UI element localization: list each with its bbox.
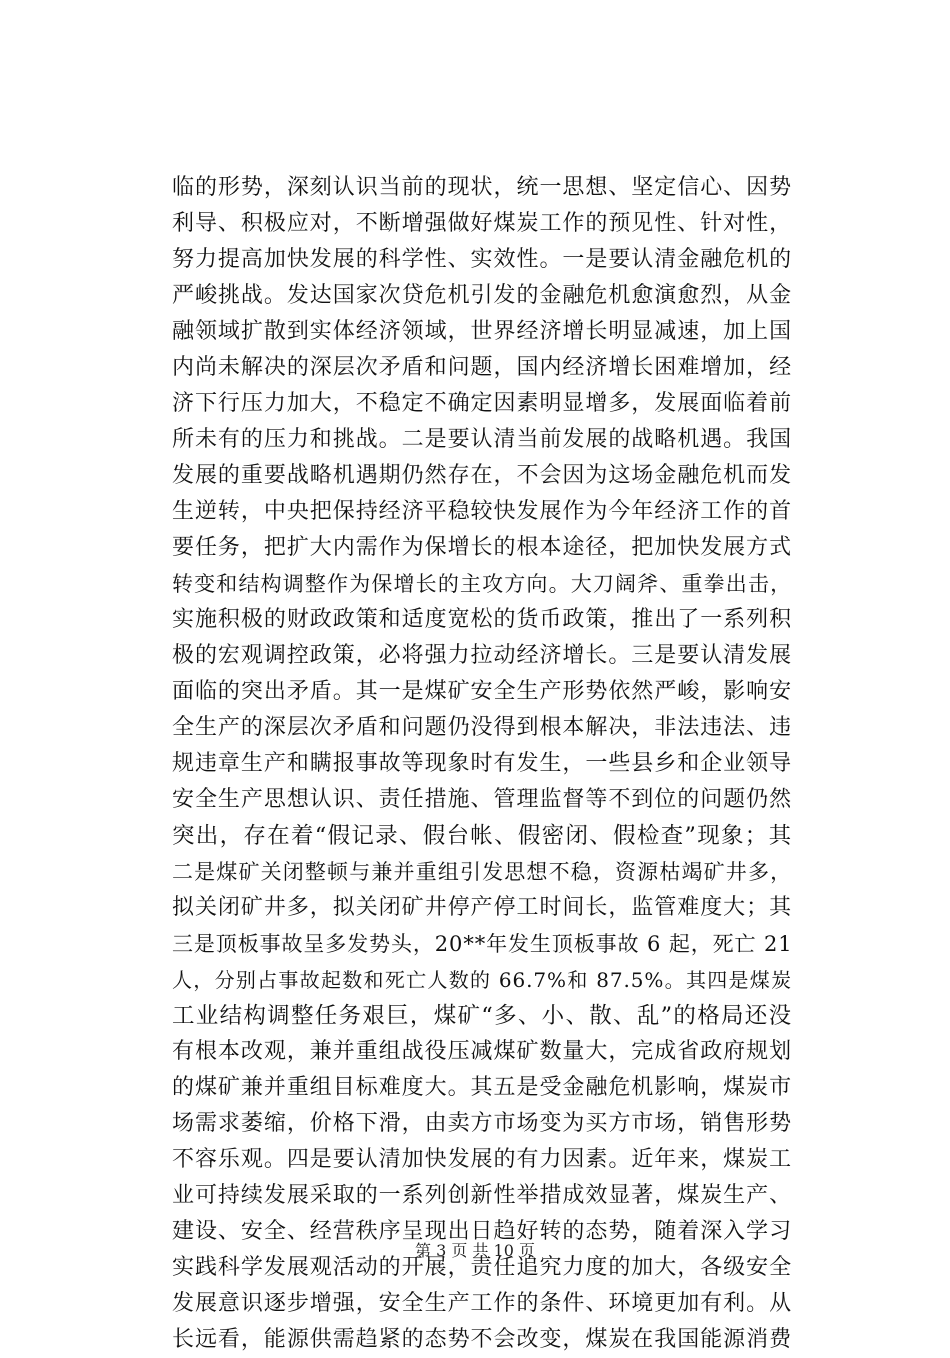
text-line: 实施积极的财政政策和适度宽松的货币政策，推出了一系列积 xyxy=(172,607,792,632)
text-line: 利导、积极应对，不断增强做好煤炭工作的预见性、针对性， xyxy=(172,211,792,236)
text-line: 不容乐观。四是要认清加快发展的有力因素。近年来，煤炭工 xyxy=(172,1147,792,1172)
text-line: 安全生产思想认识、责任措施、管理监督等不到位的问题仍然 xyxy=(172,787,792,812)
body-text xyxy=(172,170,792,1358)
text-line: 的煤矿兼并重组目标难度大。其五是受金融危机影响，煤炭市 xyxy=(172,1075,792,1100)
text-line: 二是煤矿关闭整顿与兼并重组引发思想不稳，资源枯竭矿井多， xyxy=(172,860,792,884)
text-line: 极的宏观调控政策，必将强力拉动经济增长。三是要认清发展 xyxy=(172,643,792,668)
text-line: 全生产的深层次矛盾和问题仍没得到根本解决，非法违法、违 xyxy=(172,715,792,740)
text-line: 人，分别占事故起数和死亡人数的 66.7%和 87.5%。其四是煤炭 xyxy=(172,968,792,992)
text-line: 临的形势，深刻认识当前的现状，统一思想、坚定信心、因势 xyxy=(172,175,792,200)
text-line: 突出，存在着“假记录、假台帐、假密闭、假检查”现象；其 xyxy=(172,823,792,849)
text-line: 建设、安全、经营秩序呈现出日趋好转的态势，随着深入学习 xyxy=(172,1219,792,1244)
text-line: 所未有的压力和挑战。二是要认清当前发展的战略机遇。我国 xyxy=(172,427,792,452)
text-line: 面临的突出矛盾。其一是煤矿安全生产形势依然严峻，影响安 xyxy=(172,679,792,704)
text-line: 发展意识逐步增强，安全生产工作的条件、环境更加有利。从 xyxy=(172,1291,792,1316)
text-line: 融领域扩散到实体经济领域，世界经济增长明显减速，加上国 xyxy=(172,319,792,344)
text-line: 业可持续发展采取的一系列创新性举措成效显著，煤炭生产、 xyxy=(172,1183,792,1208)
text-line: 三是顶板事故呈多发势头，20**年发生顶板事故 6 起，死亡 21 xyxy=(172,932,793,956)
text-line: 长远看，能源供需趋紧的态势不会改变，煤炭在我国能源消费 xyxy=(172,1327,792,1352)
text-line: 转变和结构调整作为保增长的主攻方向。大刀阔斧、重拳出击， xyxy=(172,572,792,596)
text-line: 严峻挑战。发达国家次贷危机引发的金融危机愈演愈烈，从金 xyxy=(172,283,792,308)
text-line: 场需求萎缩，价格下滑，由卖方市场变为买方市场，销售形势 xyxy=(172,1111,792,1136)
text-line: 规违章生产和瞒报事故等现象时有发生，一些县乡和企业领导 xyxy=(172,751,792,776)
text-line: 要任务，把扩大内需作为保增长的根本途径，把加快发展方式 xyxy=(172,535,792,560)
text-line: 有根本改观，兼并重组战役压减煤矿数量大，完成省政府规划 xyxy=(172,1039,792,1064)
text-line: 努力提高加快发展的科学性、实效性。一是要认清金融危机的 xyxy=(172,247,792,272)
text-line: 济下行压力加大，不稳定不确定因素明显增多，发展面临着前 xyxy=(172,391,792,416)
text-line: 发展的重要战略机遇期仍然存在，不会因为这场金融危机而发 xyxy=(172,463,792,488)
page-footer: 第 3 页 共 10 页 xyxy=(415,1241,535,1260)
text-line: 工业结构调整任务艰巨，煤矿“多、小、散、乱”的格局还没 xyxy=(172,1003,792,1029)
text-line: 内尚未解决的深层次矛盾和问题，国内经济增长困难增加，经 xyxy=(172,355,792,380)
text-line: 生逆转，中央把保持经济平稳较快发展作为今年经济工作的首 xyxy=(172,499,792,524)
text-line: 实践科学发展观活动的开展，责任追究力度的加大，各级安全 xyxy=(172,1255,792,1280)
text-line: 拟关闭矿井多，拟关闭矿井停产停工时间长，监管难度大；其 xyxy=(172,895,792,920)
